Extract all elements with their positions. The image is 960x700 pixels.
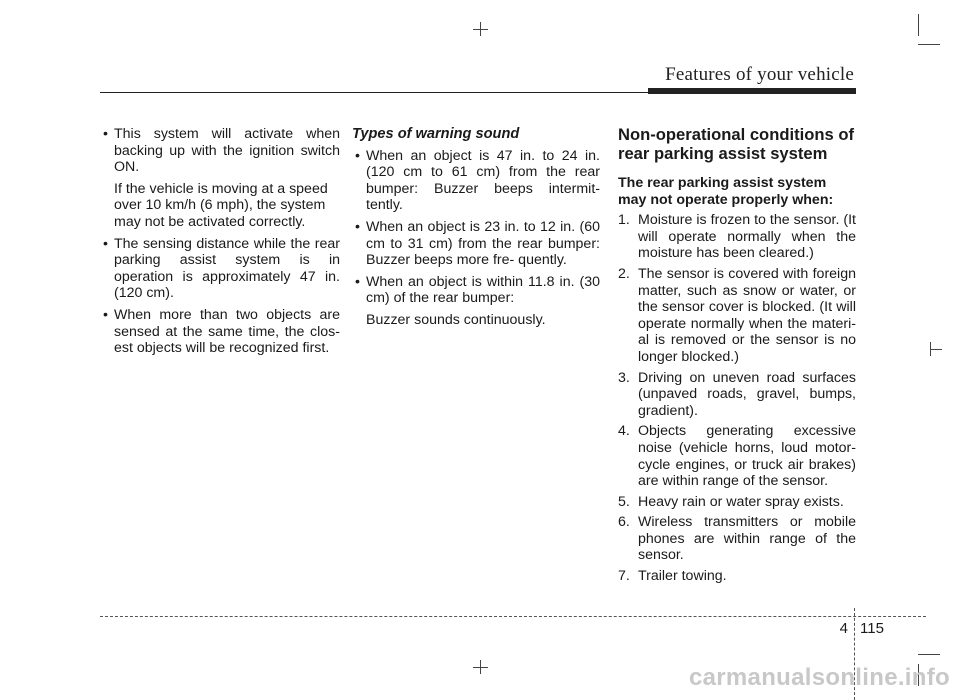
bullet-dot: • [355,147,360,164]
list-text: Trailer towing. [638,568,727,585]
page-header-title: Features of your vehicle [665,64,854,85]
list-number: 2. [618,265,630,282]
list-number: 5. [618,493,630,510]
bullet-dot: • [103,235,108,252]
list-item [618,370,856,420]
section-heading: Non-operational conditions of rear parking assist system [618,125,854,163]
column-2 [352,126,600,334]
bullet-text: When an object is within 11.8 in. (30 cm) of the rear bumper: [366,273,600,307]
list-item [618,568,856,585]
header-rule-accent [648,88,856,94]
list-item [618,514,856,564]
list-number: 6. [618,514,630,531]
section-intro: The rear parking assist system may not operate properly when: [618,175,834,208]
list-number: 1. [618,212,630,229]
bullet-item [100,236,340,302]
column-1 [100,126,340,362]
bullet-text: When an object is 47 in. to 24 in. (120 cm to 61 cm) from the rear bumper: Buzzer beeps intermit- tently. [366,147,600,214]
bullet-text: The sensing distance while the rear parking assist system is in operation is approximately 47 in. (120 cm). [114,235,340,302]
bullet-followup: If the vehicle is moving at a speed over 10 km/h (6 mph), the system may not be activated correctly. [114,180,328,230]
bullet-text: When an object is 23 in. to 12 in. (60 cm to 31 cm) from the rear bumper: Buzzer beeps more fre- quently. [366,218,600,269]
bullet-item [100,307,340,357]
list-item [618,494,856,511]
chapter-number: 4 [839,620,848,637]
list-text: Moisture is frozen to the sensor. (It will operate normally when the moisture has been cleared.) [638,212,856,262]
list-item [618,266,856,366]
footer-rule [100,616,926,617]
bullet-text: This system will activate when backing up with the ignition switch ON. [114,126,340,176]
list-text: Objects generating excessive noise (vehicle horns, loud motor- cycle engines, or truck air brakes) are within range of the sensor. [638,423,856,490]
list-number: 4. [618,423,630,440]
list-number: 7. [618,568,630,585]
bullet-text: When more than two objects are sensed at the same time, the clos- est objects will be recognized first. [114,306,340,357]
bullet-item [352,148,600,214]
bullet-dot: • [355,273,360,290]
list-item [618,423,856,489]
subheading-warning-sound: Types of warning sound [352,126,520,142]
bullet-item [100,126,340,176]
bullet-followup: Buzzer sounds continuously. [366,311,546,328]
bullet-dot: • [103,306,108,323]
page-number: 115 [860,620,884,637]
watermark: carmanualsonline.info [688,664,950,691]
list-text: Heavy rain or water spray exists. [638,493,844,510]
list-text: Wireless transmitters or mobile phones are within range of the sensor. [638,514,856,564]
bullet-dot: • [355,218,360,235]
bullet-dot: • [103,126,108,142]
column-3 [618,126,856,589]
list-text: The sensor is covered with foreign matter, such as snow or water, or the sensor cover is blocked. (It will operate normally when the materi- al is removed or the sensor is no longer blocked.) [638,265,856,365]
list-number: 3. [618,369,630,386]
list-text: Driving on uneven road surfaces (unpaved roads, gravel, bumps, gradient). [638,369,856,419]
bullet-item [352,274,600,307]
bullet-item [352,219,600,269]
list-item [618,212,856,262]
